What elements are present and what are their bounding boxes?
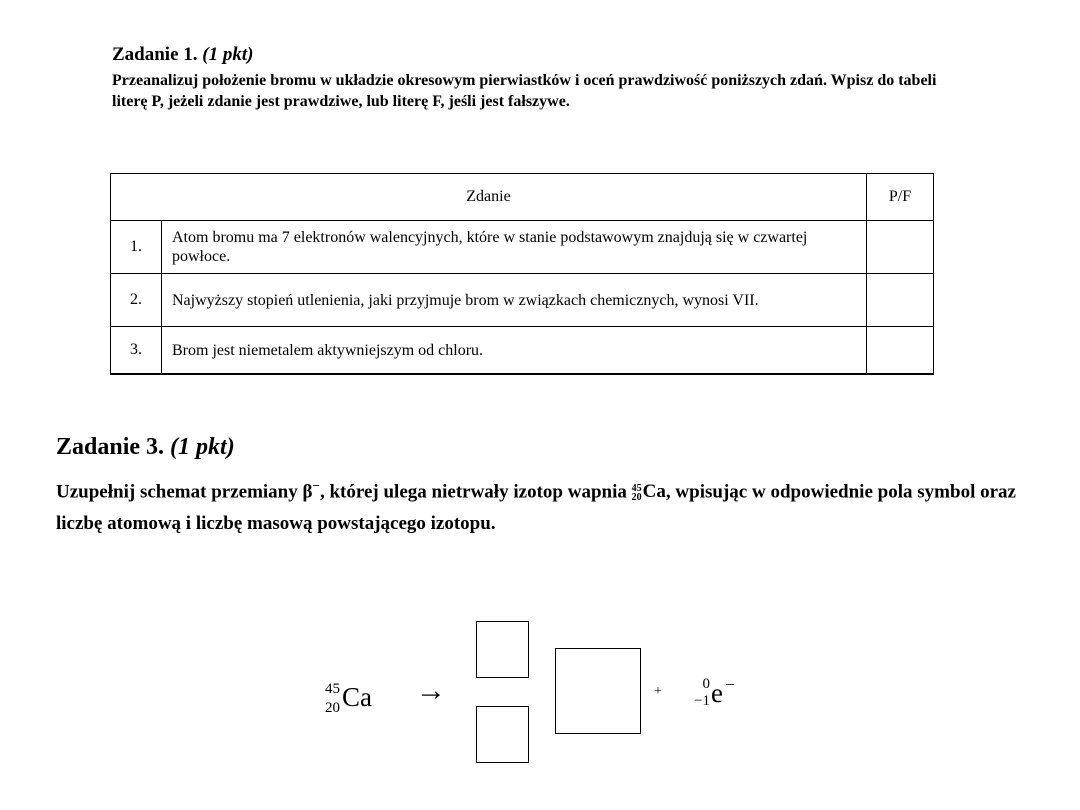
task1-title-text: Zadanie 1.: [112, 44, 198, 65]
plus-sign: +: [654, 684, 662, 699]
row-statement: Atom bromu ma 7 elektronów walencyjnych, które w stanie podstawowym znajdują się w czwartej powłoce.: [162, 221, 867, 274]
element-symbol-box[interactable]: [555, 648, 641, 734]
beta-sign: −: [312, 478, 320, 493]
row-number: 2.: [111, 274, 162, 327]
mass-number-box[interactable]: [476, 621, 529, 678]
table-row: [111, 327, 934, 375]
true-false-table: [110, 173, 934, 375]
table-row: [111, 274, 934, 327]
header-statement: Zdanie: [111, 174, 867, 221]
instruction-part2: , której ulega nietrwały izotop wapnia: [319, 481, 632, 503]
atomic-number-box[interactable]: [476, 706, 529, 763]
instruction-part1: Uzupełnij schemat przemiany β: [56, 481, 313, 503]
table-header-row: [111, 174, 934, 221]
answer-cell-2[interactable]: [867, 274, 934, 327]
task3-points: (1 pkt): [170, 434, 235, 460]
task1-instruction: Przeanalizuj położenie bromu w układzie okresowym pierwiastków i oceń prawdziwość poniższych zdań. Wpisz do tabeli literę P, jeżeli zdanie jest prawdziwe, lub literę F, jeśli jest fałszywe.: [112, 72, 937, 110]
reactant-symbol: Ca: [342, 682, 372, 712]
task3-title-text: Zadanie 3.: [56, 434, 165, 460]
header-pf: P/F: [867, 174, 934, 221]
inline-calcium-nuclide: [632, 476, 666, 508]
table-row: [111, 221, 934, 274]
answer-cell-1[interactable]: [867, 221, 934, 274]
row-number: 3.: [111, 327, 162, 375]
electron-charge-number: −1: [694, 693, 710, 709]
instruction-part3: , wpisując w odpowiednie pola symbol oraz liczbę atomową i liczbę masową powstającego izotopu.: [56, 481, 1016, 535]
reactant-mass: 45: [325, 681, 340, 697]
answer-cell-3[interactable]: [867, 327, 934, 375]
inline-atomic: 20: [631, 492, 642, 504]
task1-title: [112, 44, 253, 66]
reactant-atomic: 20: [325, 700, 340, 716]
electron-charge: −: [725, 675, 735, 694]
reaction-arrow: →: [416, 674, 446, 707]
task1-points: (1 pkt): [202, 44, 254, 65]
inline-symbol: Ca: [642, 481, 666, 503]
electron-mass: 0: [702, 676, 710, 692]
task3-instruction: [56, 470, 1016, 540]
row-statement: Brom jest niemetalem aktywniejszym od chloru.: [162, 327, 867, 375]
row-statement: Najwyższy stopień utlenienia, jaki przyjmuje brom w związkach chemicznych, wynosi VII.: [162, 274, 867, 327]
electron-symbol: e: [711, 678, 723, 708]
task3-title: [56, 434, 235, 461]
inline-mass: 45: [631, 483, 642, 495]
row-number: 1.: [111, 221, 162, 274]
